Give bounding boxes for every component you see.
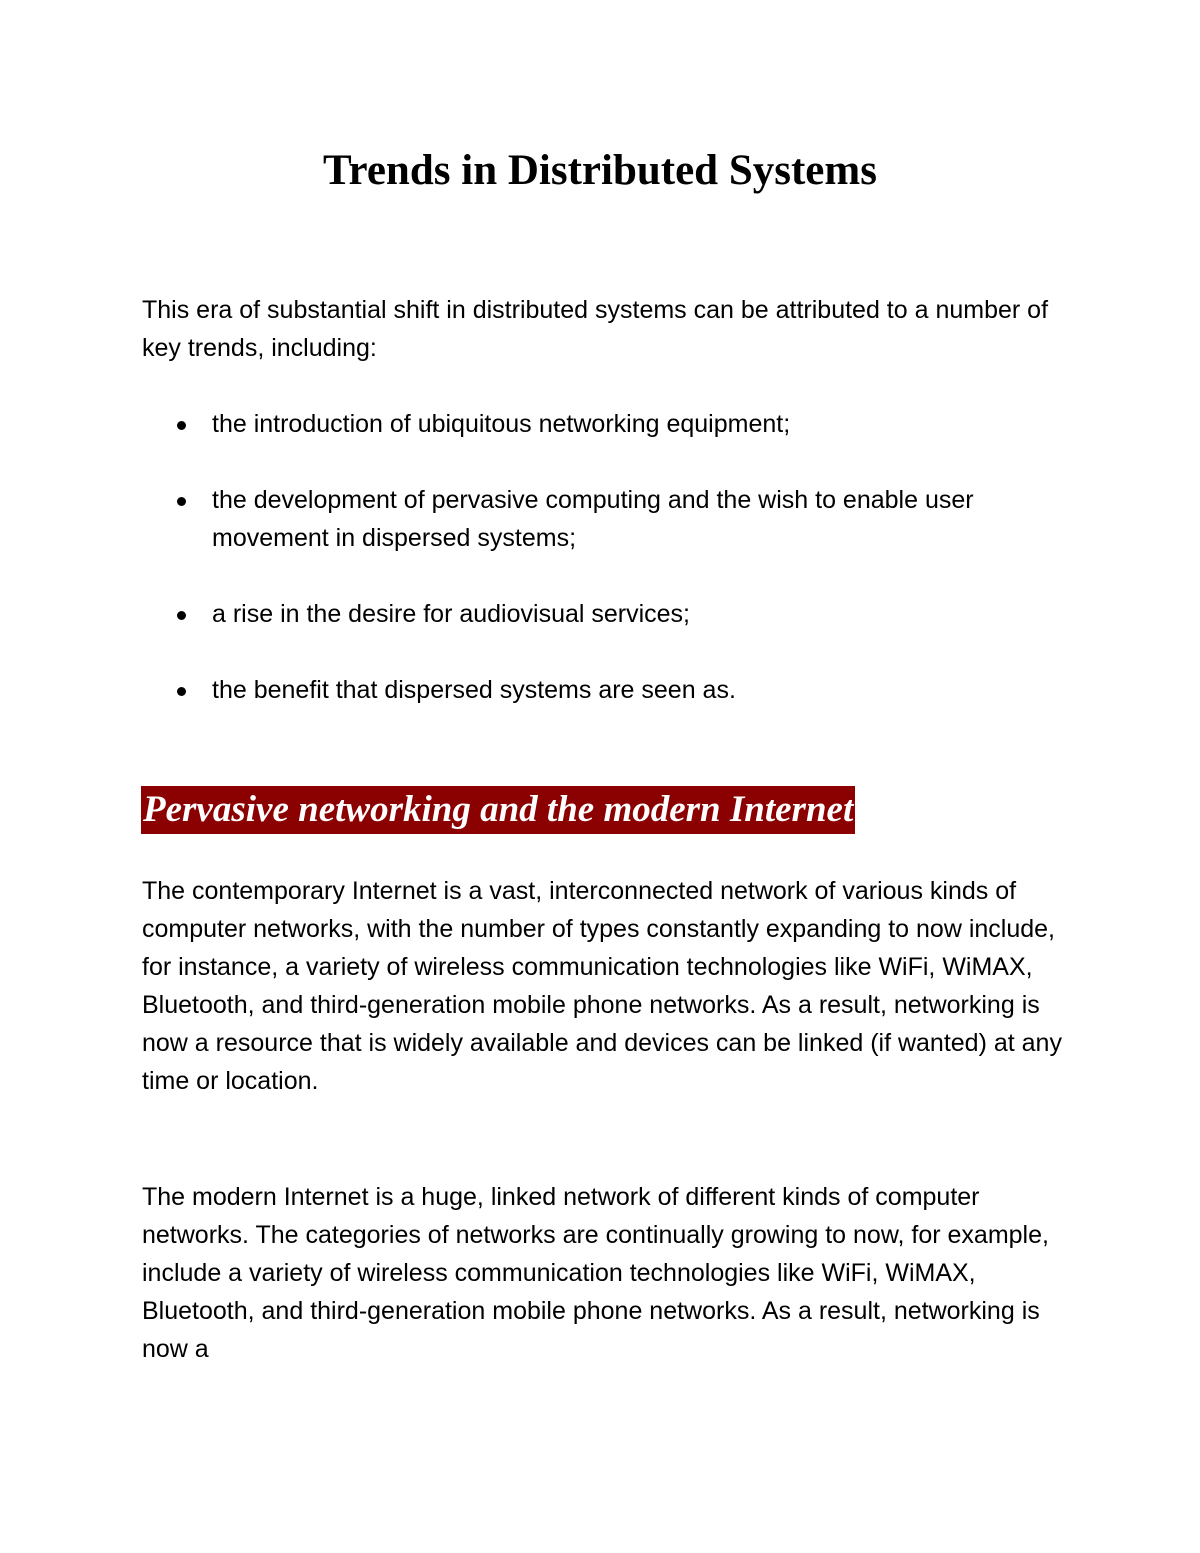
list-item xyxy=(142,481,1072,557)
bullet-icon xyxy=(177,497,186,506)
page-title: Trends in Distributed Systems xyxy=(323,147,877,194)
body-paragraph-2: The modern Internet is a huge, linked network of different kinds of computer networks. The categories of networks are continually growing to now, for example, include a variety of wireless communication technologies like WiFi, WiMAX, Bluetooth, and third-generation mobile phone networks. As a result, networking is now a xyxy=(142,1183,1049,1363)
list-item-text: the development of pervasive computing and the wish to enable user movement in dispersed systems; xyxy=(212,486,974,552)
bullet-icon xyxy=(177,421,186,430)
list-item-text: the introduction of ubiquitous networking equipment; xyxy=(212,410,791,438)
section-heading: Pervasive networking and the modern Internet xyxy=(141,786,855,834)
bullet-icon xyxy=(177,611,186,620)
trends-list xyxy=(142,405,1072,747)
bullet-icon xyxy=(177,687,186,696)
list-item xyxy=(142,671,1072,709)
list-item-text: the benefit that dispersed systems are seen as. xyxy=(212,676,736,704)
list-item xyxy=(142,595,1072,633)
list-item xyxy=(142,405,1072,443)
body-paragraph-1: The contemporary Internet is a vast, interconnected network of various kinds of computer networks, with the number of types constantly expanding to now include, for instance, a variety of wireless communication technologies like WiFi, WiMAX, Bluetooth, and third-generation mobile phone networks. As a result, networking is now a resource that is widely available and devices can be linked (if wanted) at any time or location. xyxy=(142,877,1062,1095)
list-item-text: a rise in the desire for audiovisual services; xyxy=(212,600,691,628)
intro-paragraph: This era of substantial shift in distributed systems can be attributed to a number of key trends, including: xyxy=(142,296,1049,362)
